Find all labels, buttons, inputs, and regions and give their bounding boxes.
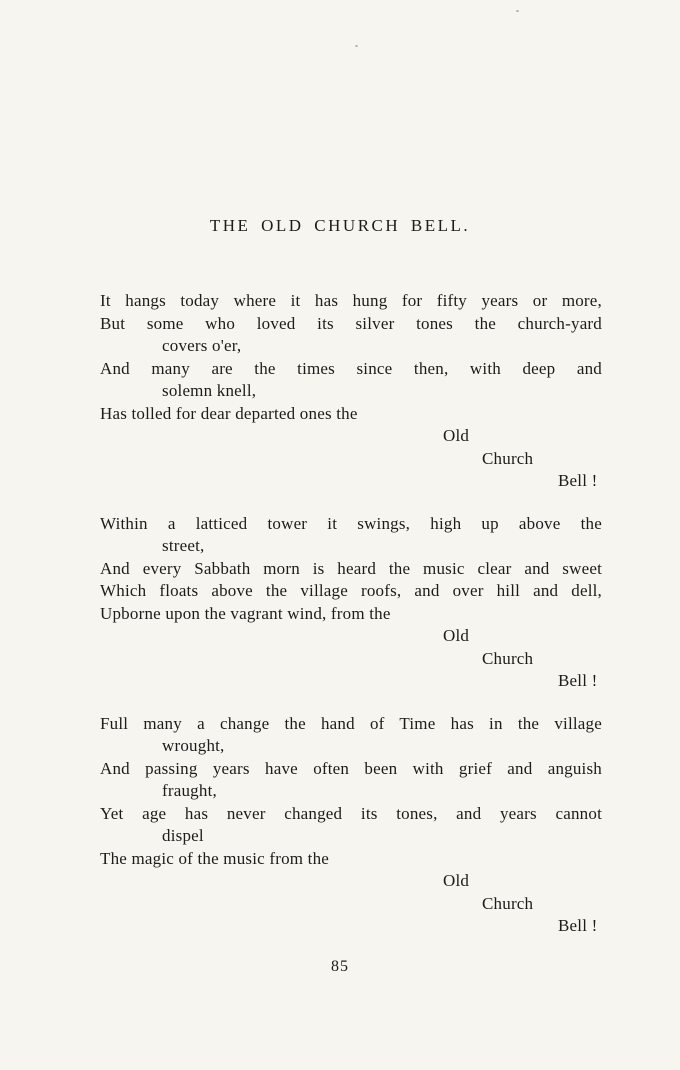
poem bbox=[100, 290, 602, 938]
poem-line: But some who loved its silver tones the church-yard bbox=[100, 313, 602, 333]
poem-line: fraught, bbox=[162, 781, 217, 800]
page-number: 85 bbox=[331, 957, 349, 975]
stanza bbox=[100, 713, 602, 938]
poem-line: Church bbox=[482, 448, 534, 468]
poem-line: covers o'er, bbox=[162, 336, 242, 355]
poem-line: Church bbox=[482, 893, 534, 913]
poem-line: The magic of the music from the bbox=[100, 848, 330, 868]
scan-speck bbox=[516, 10, 519, 12]
poem-line: Which floats above the village roofs, and over hill and dell, bbox=[100, 581, 602, 600]
scan-speck bbox=[355, 45, 358, 47]
poem-line: Bell ! bbox=[558, 471, 598, 490]
poem-line: wrought, bbox=[162, 736, 225, 755]
poem-line: Bell ! bbox=[558, 916, 598, 935]
poem-line: And passing years have often been with grief and anguish bbox=[100, 758, 602, 778]
poem-line: Yet age has never changed its tones, and years cannot bbox=[100, 803, 602, 823]
poem-line: dispel bbox=[162, 826, 204, 845]
poem-line: Upborne upon the vagrant wind, from the bbox=[100, 603, 391, 623]
poem-line: Old bbox=[443, 871, 470, 890]
stanza bbox=[100, 513, 602, 693]
stanza bbox=[100, 290, 602, 493]
poem-title: THE OLD CHURCH BELL. bbox=[209, 216, 471, 235]
poem-line: Church bbox=[482, 648, 534, 668]
poem-line: solemn knell, bbox=[162, 381, 257, 400]
poem-line: Old bbox=[443, 626, 470, 645]
poem-line: Within a latticed tower it swings, high up above the bbox=[100, 513, 602, 533]
poem-line: And every Sabbath morn is heard the music clear and sweet bbox=[100, 558, 602, 578]
poem-line: Old bbox=[443, 426, 470, 445]
poem-line: street, bbox=[162, 536, 205, 555]
poem-line: Bell ! bbox=[558, 671, 598, 690]
poem-line: Has tolled for dear departed ones the bbox=[100, 403, 358, 423]
poem-line: And many are the times since then, with deep and bbox=[100, 358, 602, 378]
poem-line: Full many a change the hand of Time has in the village bbox=[100, 713, 602, 733]
poem-line: It hangs today where it has hung for fifty years or more, bbox=[100, 291, 602, 310]
